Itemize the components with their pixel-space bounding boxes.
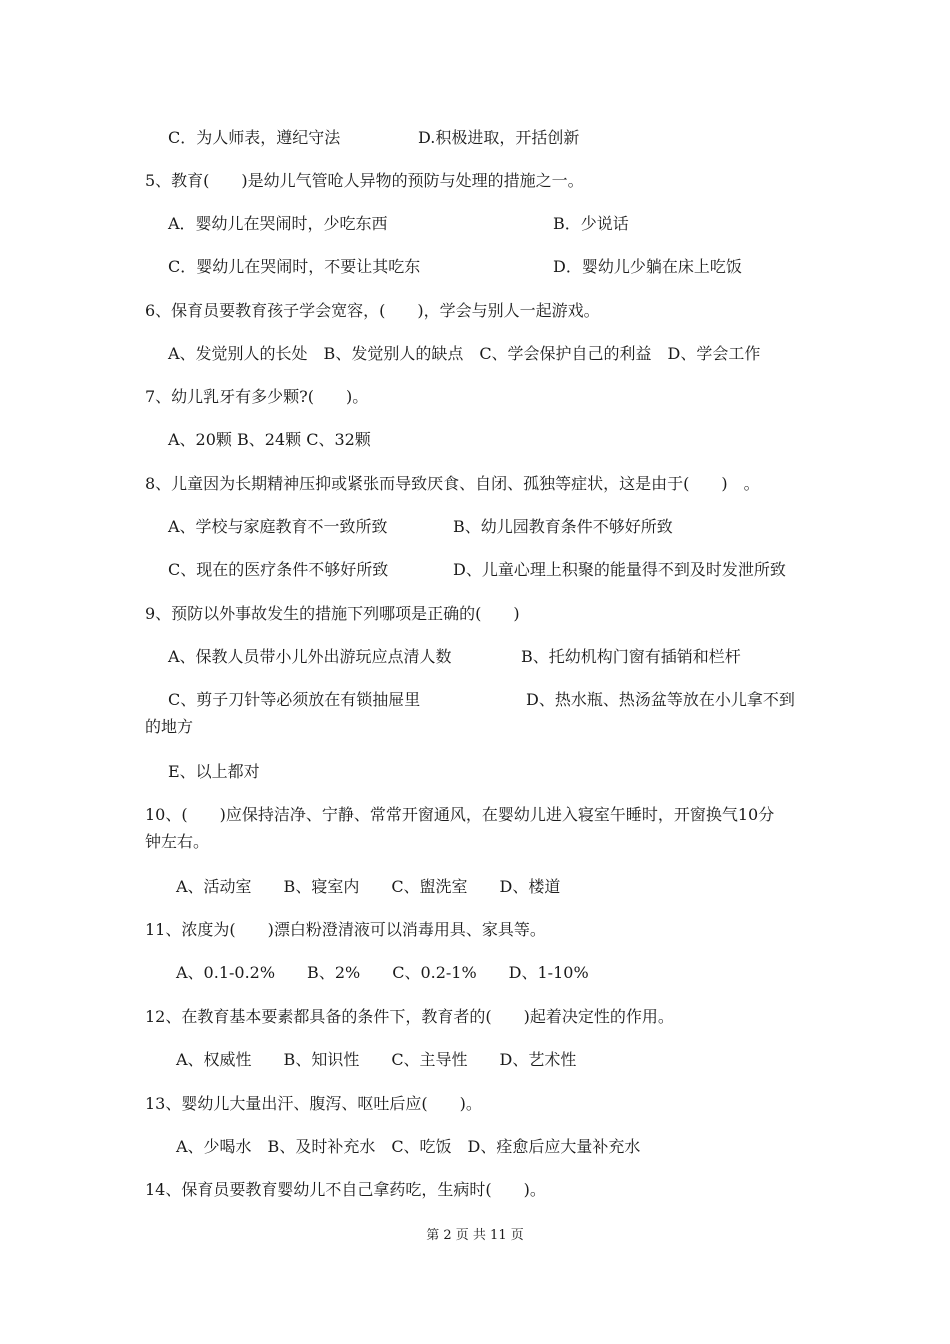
q8-option-c: C、现在的医疗条件不够好所致 (168, 560, 389, 579)
q9-option-a: A、保教人员带小儿外出游玩应点清人数 (168, 647, 452, 666)
q9-option-d-continued: 的地方 (145, 717, 194, 736)
question-7: 7、幼儿乳牙有多少颗?( )。 (145, 387, 369, 406)
q12-options: A、权威性 B、知识性 C、主导性 D、艺术性 (176, 1050, 577, 1069)
q9-option-c: C、剪子刀针等必须放在有锁抽屉里 (168, 690, 421, 709)
q4-option-d: D.积极进取，开括创新 (418, 128, 580, 147)
q8-option-d: D、儿童心理上积聚的能量得不到及时发泄所致 (453, 560, 786, 579)
q5-option-c: C．婴幼儿在哭闹时，不要让其吃东 (168, 257, 421, 276)
question-5: 5、教育( )是幼儿气管呛人异物的预防与处理的措施之一。 (145, 171, 584, 190)
question-10-continued: 钟左右。 (145, 832, 210, 851)
page-footer: 第 2 页 共 11 页 (426, 1228, 524, 1243)
question-14: 14、保育员要教育婴幼儿不自己拿药吃，生病时( )。 (145, 1180, 546, 1199)
question-8: 8、儿童因为长期精神压抑或紧张而导致厌食、自闭、孤独等症状，这是由于( ) 。 (145, 474, 760, 493)
question-9: 9、预防以外事故发生的措施下列哪项是正确的( ) (145, 604, 520, 623)
q13-options: A、少喝水 B、及时补充水 C、吃饭 D、痊愈后应大量补充水 (176, 1137, 641, 1156)
question-10: 10、( )应保持洁净、宁静、常常开窗通风，在婴幼儿进入寝室午睡时，开窗换气10分 (145, 805, 775, 824)
question-11: 11、浓度为( )漂白粉澄清液可以消毒用具、家具等。 (145, 920, 546, 939)
q8-option-a: A、学校与家庭教育不一致所致 (168, 517, 388, 536)
q9-option-e: E、以上都对 (168, 762, 260, 781)
q6-options: A、发觉别人的长处 B、发觉别人的缺点 C、学会保护自己的利益 D、学会工作 (168, 344, 761, 363)
question-12: 12、在教育基本要素都具备的条件下，教育者的( )起着决定性的作用。 (145, 1007, 674, 1026)
question-6: 6、保育员要教育孩子学会宽容，( )，学会与别人一起游戏。 (145, 301, 600, 320)
q9-option-b: B、托幼机构门窗有插销和栏杆 (521, 647, 741, 666)
q10-options: A、活动室 B、寝室内 C、盥洗室 D、楼道 (176, 877, 561, 896)
q7-options: A、20颗 B、24颗 C、32颗 (168, 430, 371, 449)
q11-options: A、0.1-0.2% B、2% C、0.2-1% D、1-10% (176, 963, 589, 982)
q5-option-d: D．婴幼儿少躺在床上吃饭 (553, 257, 742, 276)
q9-option-d: D、热水瓶、热汤盆等放在小儿拿不到 (526, 690, 795, 709)
question-13: 13、婴幼儿大量出汗、腹泻、呕吐后应( )。 (145, 1094, 482, 1113)
q8-option-b: B、幼儿园教育条件不够好所致 (453, 517, 673, 536)
q5-option-a: A．婴幼儿在哭闹时，少吃东西 (168, 214, 388, 233)
q4-option-c: C．为人师表，遵纪守法 (168, 128, 341, 147)
q5-option-b: B．少说话 (553, 214, 629, 233)
